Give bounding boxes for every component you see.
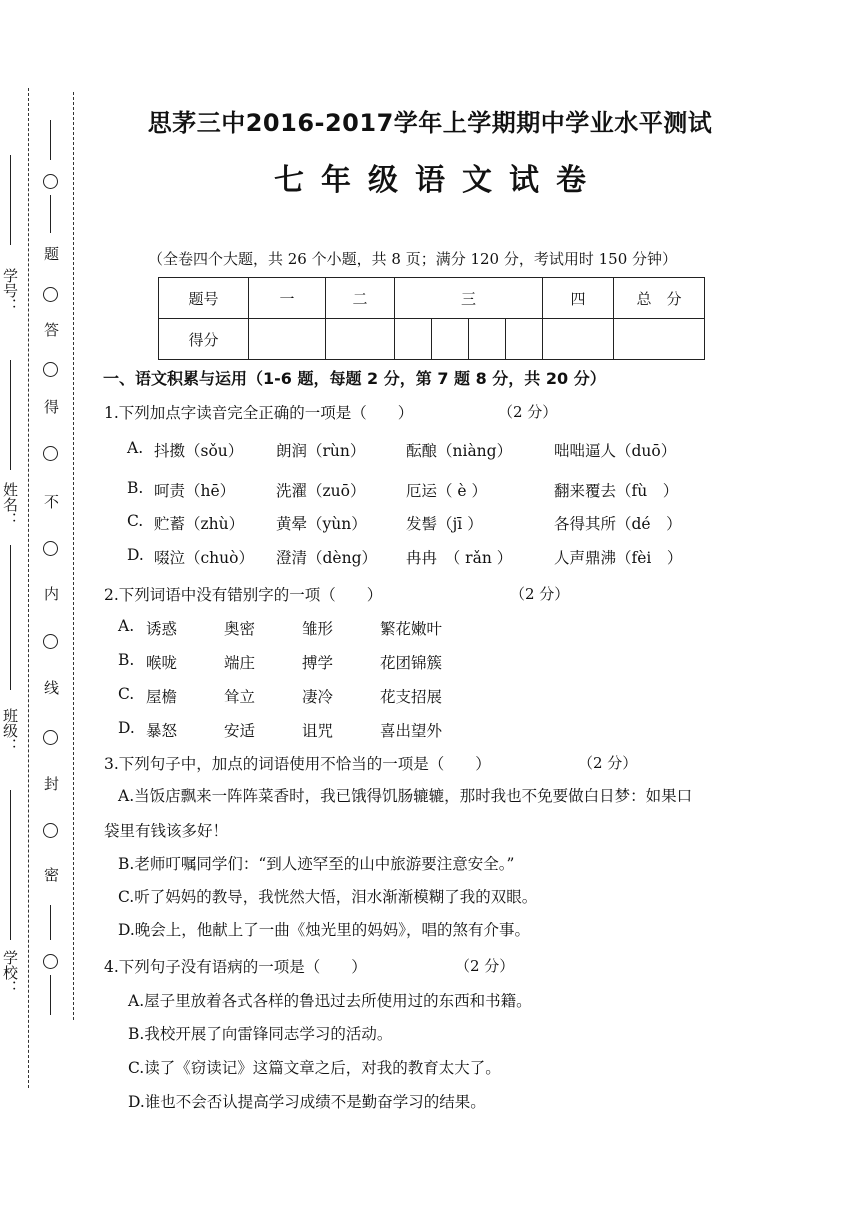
option-word: 厄运（ è ） [406,482,488,500]
seal-circle [43,823,58,838]
option-word: 呵责（hē） [154,482,236,500]
seal-circle [43,287,58,302]
seal-rule [50,905,51,940]
score-header-cell: 总 分 [614,278,705,319]
section-heading: 一、语文积累与运用（1-6 题，每题 2 分，第 7 题 8 分，共 20 分） [103,369,606,388]
score-input-cell[interactable] [469,319,506,360]
option-word: 安适 [224,722,256,740]
option-word: 耸立 [224,688,256,706]
score-input-cell[interactable] [614,319,705,360]
seal-circle [43,541,58,556]
option-word: 搏学 [302,654,334,672]
option-word: 花支招展 [380,688,443,706]
option-word: 冉冉 （ rǎn ） [406,549,513,567]
seal-circle [43,730,58,745]
score-header-cell: 四 [543,278,614,319]
seal-circle [43,446,58,461]
option-word: 奥密 [224,620,256,638]
class-label: 班级： [1,708,19,753]
seal-rule [50,975,51,1015]
question-stem: 4.下列句子没有语病的一项是（ ） [104,958,367,976]
student-name-label: 姓名： [1,482,19,527]
option-letter: B. [127,479,144,497]
option-letter: D. [118,719,135,737]
score-header-cell: 题号 [159,278,249,319]
seal-char: 不 [44,493,60,511]
option-word: 喉咙 [146,654,178,672]
fill-line [10,545,11,690]
exam-title: 思茅三中2016-2017学年上学期期中学业水平测试 [147,109,713,137]
option-letter: C. [127,512,144,530]
q4-option-c: C.读了《窃读记》这篇文章之后，对我的教育太大了。 [128,1059,501,1077]
outer-dashed-line [28,88,29,1088]
score-header-cell: 一 [249,278,326,319]
option-letter: A. [127,439,144,457]
question-points: （2 分） [498,403,558,421]
option-word: 雏形 [302,620,334,638]
question-points: （2 分） [510,585,570,603]
option-word: 诅咒 [302,722,334,740]
inner-dashed-line [73,92,74,1020]
score-input-cell[interactable] [506,319,543,360]
question-stem: 2.下列词语中没有错别字的一项（ ） [104,586,383,604]
option-word: 贮蓄（zhù） [154,515,245,533]
option-word: 抖擞（sǒu） [154,442,244,460]
score-input-cell[interactable] [326,319,395,360]
score-input-cell[interactable] [432,319,469,360]
exam-subtitle: 七年级语文试卷 [274,163,603,198]
q3-option-d: D.晚会上，他献上了一曲《烛光里的妈妈》，唱的煞有介事。 [118,921,531,939]
option-word: 暴怒 [146,722,178,740]
q3-option-a-line1: A.当饭店飘来一阵阵菜香时，我已饿得饥肠辘辘，那时我也不免要做白日梦：如果口 [118,787,693,805]
score-row-label: 得分 [159,319,249,360]
fill-line [10,360,11,470]
option-word: 翻来覆去（fù ） [554,482,679,500]
option-word: 朗润（rùn） [276,442,366,460]
option-word: 各得其所（dé ） [554,515,682,533]
seal-rule [50,195,51,233]
option-word: 人声鼎沸（fèi ） [554,549,683,567]
seal-char: 题 [44,245,60,263]
question-stem: 3.下列句子中，加点的词语使用不恰当的一项是（ ） [104,755,491,773]
score-input-cell[interactable] [249,319,326,360]
option-word: 屋檐 [146,688,178,706]
option-letter: C. [118,685,135,703]
seal-char: 答 [44,321,60,339]
score-input-cell[interactable] [395,319,432,360]
option-word: 洗濯（zuō） [276,482,366,500]
seal-char: 线 [44,679,60,697]
seal-char: 密 [44,866,60,884]
seal-circle [43,362,58,377]
school-label: 学校： [1,950,19,995]
score-table [158,277,705,360]
question-stem: 1.下列加点字读音完全正确的一项是（ ） [104,404,414,422]
q3-option-a-line2: 袋里有钱该多好！ [104,822,229,840]
option-word: 啜泣（chuò） [154,549,254,567]
student-id-label: 学号： [1,268,19,313]
q4-option-a: A.屋子里放着各式各样的鲁迅过去所使用过的东西和书籍。 [128,992,532,1010]
option-word: 澄清（dèng） [276,549,378,567]
seal-char: 内 [44,585,60,603]
seal-circle [43,954,58,969]
score-header-cell: 三 [395,278,543,319]
option-word: 黄晕（yùn） [276,515,367,533]
fill-line [10,790,11,940]
option-word: 繁花嫩叶 [380,620,443,638]
q4-option-b: B.我校开展了向雷锋同志学习的活动。 [128,1025,393,1043]
option-word: 端庄 [224,654,256,672]
score-input-cell[interactable] [543,319,614,360]
seal-char: 封 [44,775,60,793]
q3-option-c: C.听了妈妈的教导，我恍然大悟，泪水渐渐模糊了我的双眼。 [118,888,538,906]
question-points: （2 分） [578,754,638,772]
score-header-cell: 二 [326,278,395,319]
option-letter: D. [127,546,144,564]
seal-char: 得 [44,398,60,416]
option-word: 花团锦簇 [380,654,443,672]
q4-option-d: D.谁也不会否认提高学习成绩不是勤奋学习的结果。 [128,1093,486,1111]
seal-circle [43,634,58,649]
option-word: 酝酿（niàng） [406,442,513,460]
option-word: 咄咄逼人（duō） [554,442,677,460]
option-letter: B. [118,651,135,669]
option-word: 诱惑 [146,620,178,638]
option-letter: A. [118,617,135,635]
exam-info: （全卷四个大题，共 26 个小题，共 8 页；满分 120 分，考试用时 150 分钟） [148,250,678,268]
question-points: （2 分） [455,957,515,975]
q3-option-b: B.老师叮嘱同学们：“到人迹罕至的山中旅游要注意安全。” [118,855,515,873]
option-word: 发髻（jī ） [406,515,483,533]
option-word: 喜出望外 [380,722,443,740]
option-word: 凄冷 [302,688,334,706]
